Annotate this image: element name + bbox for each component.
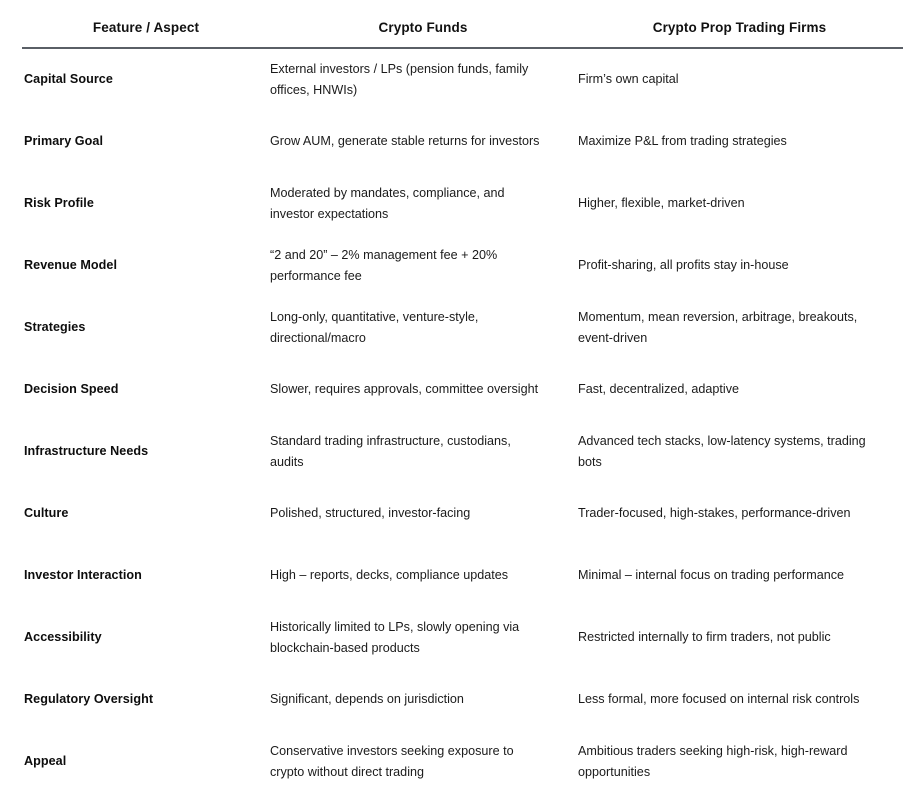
cell-crypto-prop-trading-firms: Maximize P&L from trading strategies xyxy=(576,111,903,173)
cell-crypto-funds: Significant, depends on jurisdiction xyxy=(270,669,576,731)
cell-crypto-prop-trading-firms: Fast, decentralized, adaptive xyxy=(576,359,903,421)
cell-feature: Investor Interaction xyxy=(22,545,270,607)
table-row xyxy=(22,48,903,111)
table-row xyxy=(22,235,903,297)
table-row xyxy=(22,607,903,669)
table-row xyxy=(22,421,903,483)
table-row xyxy=(22,483,903,545)
cell-feature: Infrastructure Needs xyxy=(22,421,270,483)
cell-crypto-funds: Polished, structured, investor-facing xyxy=(270,483,576,545)
comparison-table xyxy=(22,6,903,793)
cell-crypto-prop-trading-firms: Less formal, more focused on internal risk controls xyxy=(576,669,903,731)
cell-feature: Decision Speed xyxy=(22,359,270,421)
cell-crypto-prop-trading-firms: Momentum, mean reversion, arbitrage, breakouts, event-driven xyxy=(576,297,903,359)
table-row xyxy=(22,111,903,173)
cell-feature: Risk Profile xyxy=(22,173,270,235)
cell-feature: Primary Goal xyxy=(22,111,270,173)
cell-feature: Appeal xyxy=(22,731,270,793)
cell-crypto-funds: Grow AUM, generate stable returns for investors xyxy=(270,111,576,173)
cell-crypto-prop-trading-firms: Trader-focused, high-stakes, performance-driven xyxy=(576,483,903,545)
cell-crypto-funds: “2 and 20” – 2% management fee + 20% performance fee xyxy=(270,235,576,297)
cell-feature: Accessibility xyxy=(22,607,270,669)
table-row xyxy=(22,669,903,731)
cell-crypto-funds: High – reports, decks, compliance updates xyxy=(270,545,576,607)
cell-crypto-funds: Standard trading infrastructure, custodians, audits xyxy=(270,421,576,483)
cell-crypto-funds: Moderated by mandates, compliance, and investor expectations xyxy=(270,173,576,235)
cell-feature: Revenue Model xyxy=(22,235,270,297)
cell-crypto-prop-trading-firms: Higher, flexible, market-driven xyxy=(576,173,903,235)
column-header-crypto-funds: Crypto Funds xyxy=(270,6,576,48)
cell-crypto-prop-trading-firms: Firm’s own capital xyxy=(576,48,903,111)
table-row xyxy=(22,731,903,793)
cell-crypto-prop-trading-firms: Restricted internally to firm traders, not public xyxy=(576,607,903,669)
cell-feature: Regulatory Oversight xyxy=(22,669,270,731)
table-header xyxy=(22,6,903,48)
column-header-feature: Feature / Aspect xyxy=(22,6,270,48)
cell-crypto-funds: Conservative investors seeking exposure to crypto without direct trading xyxy=(270,731,576,793)
table-header-row xyxy=(22,6,903,48)
table-row xyxy=(22,297,903,359)
cell-crypto-prop-trading-firms: Advanced tech stacks, low-latency systems, trading bots xyxy=(576,421,903,483)
cell-crypto-prop-trading-firms: Minimal – internal focus on trading performance xyxy=(576,545,903,607)
cell-feature: Strategies xyxy=(22,297,270,359)
table-row xyxy=(22,173,903,235)
cell-crypto-funds: Historically limited to LPs, slowly opening via blockchain-based products xyxy=(270,607,576,669)
cell-crypto-funds: Long-only, quantitative, venture-style, directional/macro xyxy=(270,297,576,359)
cell-crypto-prop-trading-firms: Ambitious traders seeking high-risk, high-reward opportunities xyxy=(576,731,903,793)
table-body xyxy=(22,48,903,793)
table-row xyxy=(22,545,903,607)
cell-feature: Culture xyxy=(22,483,270,545)
cell-crypto-funds: External investors / LPs (pension funds, family offices, HNWIs) xyxy=(270,48,576,111)
table-row xyxy=(22,359,903,421)
column-header-crypto-prop-trading-firms: Crypto Prop Trading Firms xyxy=(576,6,903,48)
cell-crypto-prop-trading-firms: Profit-sharing, all profits stay in-house xyxy=(576,235,903,297)
cell-feature: Capital Source xyxy=(22,48,270,111)
cell-crypto-funds: Slower, requires approvals, committee oversight xyxy=(270,359,576,421)
